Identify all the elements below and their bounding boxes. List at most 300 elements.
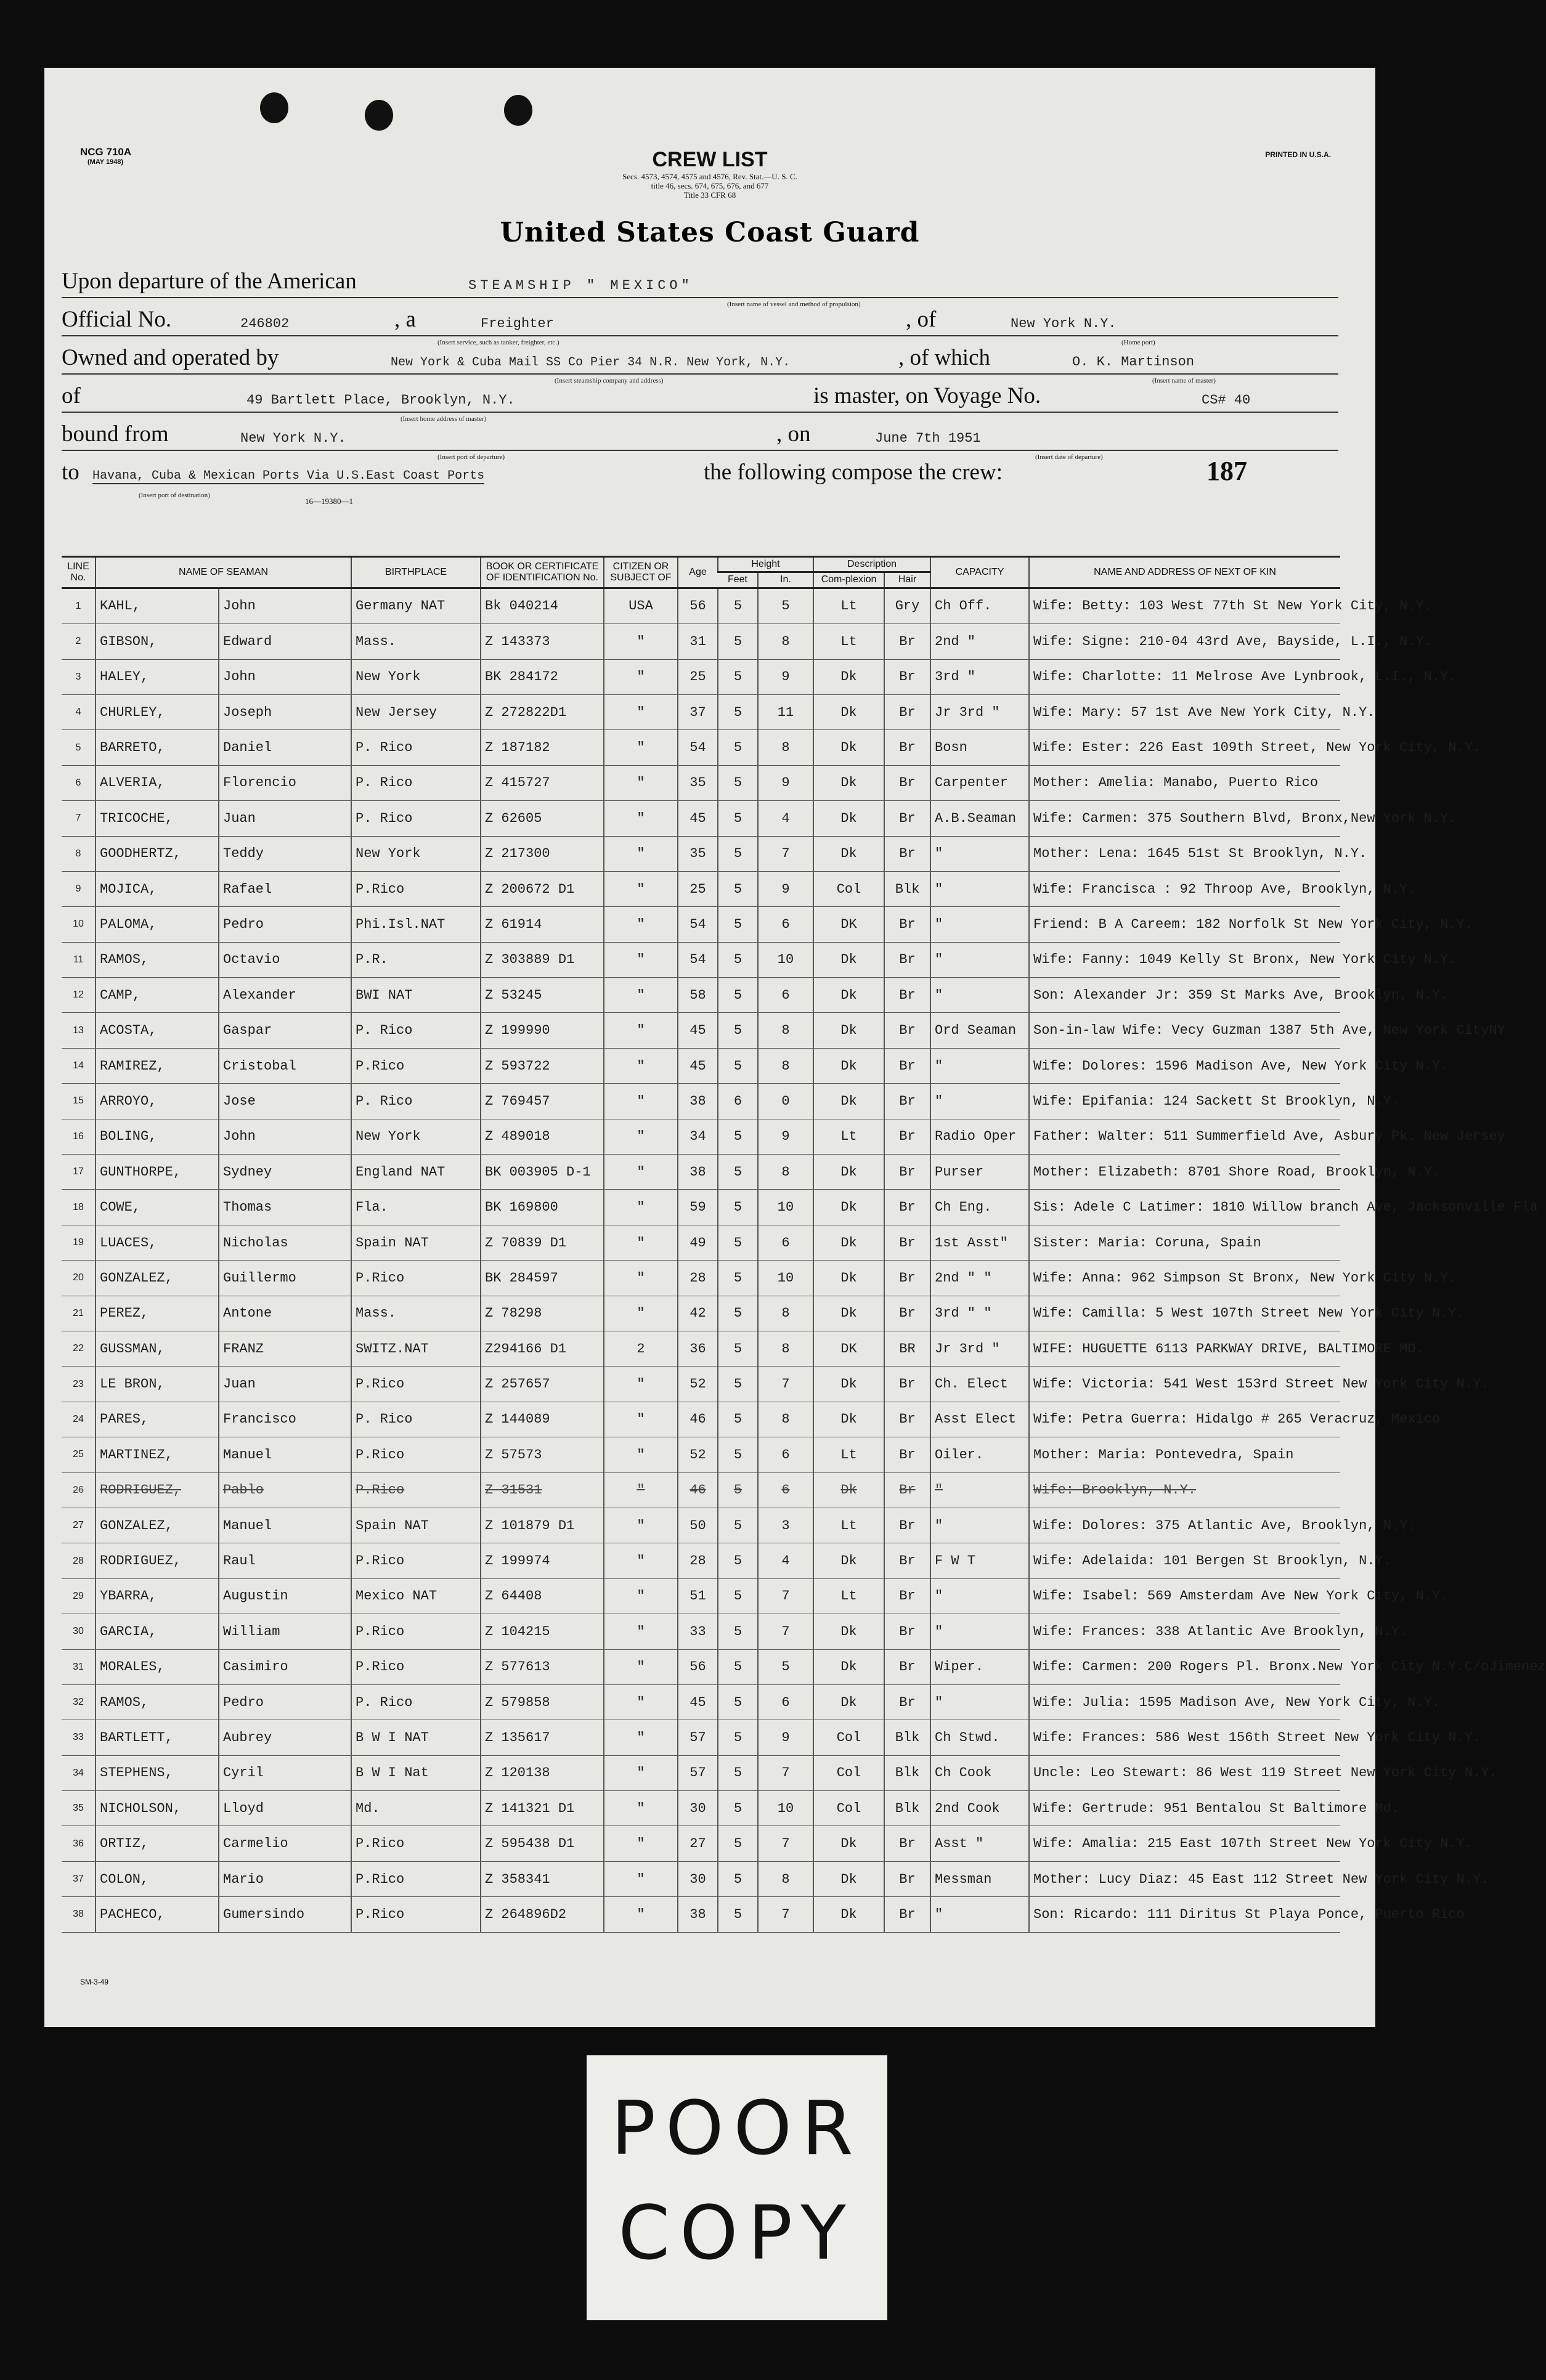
- cell-hair: Br: [884, 1084, 930, 1119]
- cell-citizen: ": [604, 1861, 678, 1896]
- cell-hair: Br: [884, 1402, 930, 1437]
- stamp-line-1: POOR: [611, 2086, 863, 2172]
- cell-last-name: TRICOCHE,: [96, 801, 219, 836]
- cell-capacity: Jr 3rd ": [930, 694, 1029, 729]
- cell-last-name: GUNTHORPE,: [96, 1155, 219, 1190]
- cell-birthplace: New York: [351, 659, 481, 694]
- cell-citizen: USA: [604, 588, 678, 623]
- cell-birthplace: P.Rico: [351, 1861, 481, 1896]
- cell-line-no: 8: [62, 836, 96, 871]
- owner-company: New York & Cuba Mail SS Co Pier 34 N.R. New York, N.Y.: [391, 355, 791, 370]
- cell-next-of-kin: Wife: Betty: 103 West 77th St New York City, N.Y.: [1029, 588, 1340, 623]
- cell-last-name: STEPHENS,: [96, 1755, 219, 1790]
- cell-book-no: Z 78298: [481, 1296, 604, 1331]
- table-row: [62, 1296, 1340, 1331]
- cell-capacity: F W T: [930, 1543, 1029, 1578]
- cell-next-of-kin: Wife: Carmen: 200 Rogers Pl. Bronx.New York City N.Y.C/oJimenez: [1029, 1649, 1340, 1684]
- cell-height-feet: 5: [718, 765, 758, 800]
- cell-height-feet: 5: [718, 836, 758, 871]
- cell-last-name: GONZALEZ,: [96, 1261, 219, 1296]
- cell-height-feet: 5: [718, 1614, 758, 1649]
- cell-birthplace: P. Rico: [351, 765, 481, 800]
- cell-book-no: Z 187182: [481, 730, 604, 765]
- cell-complexion: Dk: [813, 1897, 884, 1932]
- cell-capacity: ": [930, 1897, 1029, 1932]
- poor-copy-stamp: [587, 2055, 887, 2320]
- cell-hair: Br: [884, 1437, 930, 1472]
- cell-age: 34: [678, 1119, 718, 1154]
- cell-next-of-kin: Mother: Lena: 1645 51st St Brooklyn, N.Y.: [1029, 836, 1340, 871]
- cell-last-name: PALOMA,: [96, 907, 219, 942]
- cell-hair: Br: [884, 1296, 930, 1331]
- cell-height-inches: 6: [758, 978, 813, 1013]
- hint-service: (Insert service, such as tanker, freighter, etc.): [437, 339, 559, 346]
- cell-last-name: YBARRA,: [96, 1578, 219, 1614]
- cell-age: 25: [678, 871, 718, 906]
- cell-height-feet: 5: [718, 1472, 758, 1508]
- cell-next-of-kin: Wife: Brooklyn, N.Y.: [1029, 1472, 1340, 1508]
- cell-complexion: Lt: [813, 1119, 884, 1154]
- cell-capacity: ": [930, 1084, 1029, 1119]
- cell-capacity: Messman: [930, 1861, 1029, 1896]
- table-row: [62, 1649, 1340, 1684]
- cell-first-name: Joseph: [219, 694, 351, 729]
- cell-hair: Br: [884, 694, 930, 729]
- cell-age: 35: [678, 765, 718, 800]
- cell-citizen: ": [604, 1155, 678, 1190]
- table-row: [62, 1437, 1340, 1472]
- cell-citizen: ": [604, 730, 678, 765]
- cell-next-of-kin: Wife: Fanny: 1049 Kelly St Bronx, New York City N.Y.: [1029, 942, 1340, 977]
- cell-book-no: Z 200672 D1: [481, 871, 604, 906]
- port-of-departure: New York N.Y.: [240, 431, 346, 446]
- cell-age: 52: [678, 1437, 718, 1472]
- cell-last-name: KAHL,: [96, 588, 219, 623]
- cell-capacity: Jr 3rd ": [930, 1331, 1029, 1366]
- table-row: [62, 1048, 1340, 1083]
- cell-line-no: 23: [62, 1367, 96, 1402]
- cell-citizen: ": [604, 1755, 678, 1790]
- cell-age: 45: [678, 801, 718, 836]
- cell-next-of-kin: Wife: Ester: 226 East 109th Street, New York City, N.Y.: [1029, 730, 1340, 765]
- label-of-2: of: [62, 383, 81, 408]
- cell-next-of-kin: Wife: Julia: 1595 Madison Ave, New York City, N.Y.: [1029, 1684, 1340, 1720]
- official-number: 246802: [240, 316, 290, 331]
- col-complexion: Com-plexion: [813, 572, 884, 588]
- cell-height-inches: 6: [758, 1684, 813, 1720]
- cell-book-no: Z 303889 D1: [481, 942, 604, 977]
- cell-last-name: PARES,: [96, 1402, 219, 1437]
- cell-age: 35: [678, 836, 718, 871]
- table-row: [62, 1225, 1340, 1260]
- cell-next-of-kin: Mother: Amelia: Manabo, Puerto Rico: [1029, 765, 1340, 800]
- cell-next-of-kin: Son: Alexander Jr: 359 St Marks Ave, Brooklyn, N.Y.: [1029, 978, 1340, 1013]
- cell-next-of-kin: Wife: Petra Guerra: Hidalgo # 265 Veracruz, Mexico: [1029, 1402, 1340, 1437]
- cell-hair: Blk: [884, 1720, 930, 1755]
- cell-birthplace: Md.: [351, 1791, 481, 1826]
- cell-line-no: 1: [62, 588, 96, 623]
- table-row: [62, 1755, 1340, 1790]
- table-row: [62, 1261, 1340, 1296]
- cell-book-no: Z 70839 D1: [481, 1225, 604, 1260]
- cell-line-no: 3: [62, 659, 96, 694]
- cell-age: 30: [678, 1861, 718, 1896]
- cell-citizen: ": [604, 978, 678, 1013]
- cell-age: 38: [678, 1084, 718, 1119]
- cell-capacity: Asst ": [930, 1826, 1029, 1861]
- cell-complexion: Col: [813, 1755, 884, 1790]
- cell-height-feet: 5: [718, 1296, 758, 1331]
- cell-line-no: 17: [62, 1155, 96, 1190]
- cell-birthplace: P.Rico: [351, 1826, 481, 1861]
- cell-citizen: ": [604, 1084, 678, 1119]
- cell-height-inches: 9: [758, 1720, 813, 1755]
- cell-complexion: Dk: [813, 1826, 884, 1861]
- cell-line-no: 26: [62, 1472, 96, 1508]
- cell-book-no: Z 101879 D1: [481, 1508, 604, 1543]
- cell-first-name: Alexander: [219, 978, 351, 1013]
- cell-last-name: BOLING,: [96, 1119, 219, 1154]
- cell-hair: Br: [884, 1119, 930, 1154]
- table-row: [62, 765, 1340, 800]
- cell-line-no: 28: [62, 1543, 96, 1578]
- cell-citizen: ": [604, 1684, 678, 1720]
- cell-complexion: Lt: [813, 1508, 884, 1543]
- cell-line-no: 7: [62, 801, 96, 836]
- cell-last-name: RAMIREZ,: [96, 1048, 219, 1083]
- cell-complexion: Lt: [813, 588, 884, 623]
- cell-complexion: Lt: [813, 1437, 884, 1472]
- cell-capacity: ": [930, 1048, 1029, 1083]
- cell-citizen: ": [604, 1472, 678, 1508]
- cell-citizen: ": [604, 1791, 678, 1826]
- cell-next-of-kin: Wife: Anna: 962 Simpson St Bronx, New York City N.Y.: [1029, 1261, 1340, 1296]
- cell-birthplace: P. Rico: [351, 730, 481, 765]
- cell-citizen: ": [604, 1296, 678, 1331]
- cell-height-inches: 10: [758, 1791, 813, 1826]
- cell-line-no: 33: [62, 1720, 96, 1755]
- form-title: CREW LIST: [652, 148, 768, 171]
- cell-first-name: Teddy: [219, 836, 351, 871]
- cell-height-inches: 9: [758, 871, 813, 906]
- cell-line-no: 2: [62, 624, 96, 659]
- cell-book-no: BK 284172: [481, 659, 604, 694]
- cell-hair: Br: [884, 1897, 930, 1932]
- cell-next-of-kin: Father: Walter: 511 Summerfield Ave, Asbury Pk. New Jersey: [1029, 1119, 1340, 1154]
- cell-book-no: Z 264896D2: [481, 1897, 604, 1932]
- cell-age: 54: [678, 942, 718, 977]
- cell-height-feet: 5: [718, 1578, 758, 1614]
- cell-hair: Br: [884, 1614, 930, 1649]
- cell-birthplace: Spain NAT: [351, 1225, 481, 1260]
- table-row: [62, 1331, 1340, 1366]
- table-row: [62, 907, 1340, 942]
- cell-height-inches: 6: [758, 907, 813, 942]
- cell-book-no: BK 003905 D-1: [481, 1155, 604, 1190]
- form-number: NCG 710A (MAY 1948): [80, 146, 132, 166]
- cell-last-name: RODRIGUEZ,: [96, 1472, 219, 1508]
- cell-next-of-kin: Wife: Amalia: 215 East 107th Street New York City N.Y.: [1029, 1826, 1340, 1861]
- cell-last-name: CHURLEY,: [96, 694, 219, 729]
- label-owned: Owned and operated by: [62, 345, 279, 370]
- cell-first-name: Guillermo: [219, 1261, 351, 1296]
- cell-first-name: John: [219, 659, 351, 694]
- cell-citizen: ": [604, 1367, 678, 1402]
- cell-height-feet: 5: [718, 1861, 758, 1896]
- table-row: [62, 1155, 1340, 1190]
- cell-book-no: Z 135617: [481, 1720, 604, 1755]
- cell-hair: Br: [884, 1861, 930, 1896]
- cell-complexion: Dk: [813, 1367, 884, 1402]
- cell-hair: Br: [884, 1225, 930, 1260]
- cell-complexion: Dk: [813, 1013, 884, 1048]
- cell-height-feet: 5: [718, 1013, 758, 1048]
- label-official-no: Official No.: [62, 307, 172, 332]
- cell-complexion: Dk: [813, 942, 884, 977]
- cell-capacity: ": [930, 942, 1029, 977]
- cell-height-feet: 5: [718, 1367, 758, 1402]
- cell-hair: Br: [884, 1155, 930, 1190]
- cell-first-name: John: [219, 588, 351, 623]
- cell-capacity: ": [930, 978, 1029, 1013]
- cell-first-name: Daniel: [219, 730, 351, 765]
- cell-age: 45: [678, 1048, 718, 1083]
- cell-height-feet: 5: [718, 1543, 758, 1578]
- cell-hair: BR: [884, 1331, 930, 1366]
- cell-first-name: Lloyd: [219, 1791, 351, 1826]
- cell-hair: Blk: [884, 1755, 930, 1790]
- cell-hair: Br: [884, 1684, 930, 1720]
- cell-birthplace: P.R.: [351, 942, 481, 977]
- cell-height-inches: 8: [758, 624, 813, 659]
- cell-citizen: ": [604, 1649, 678, 1684]
- cell-citizen: ": [604, 1826, 678, 1861]
- cell-hair: Br: [884, 942, 930, 977]
- crew-list-form: [44, 68, 1546, 2027]
- table-row: [62, 942, 1340, 977]
- cell-line-no: 18: [62, 1190, 96, 1225]
- crew-rows: [62, 588, 1546, 1932]
- cell-birthplace: P. Rico: [351, 1684, 481, 1720]
- cell-capacity: 3rd " ": [930, 1296, 1029, 1331]
- cell-first-name: Edward: [219, 624, 351, 659]
- cell-height-inches: 5: [758, 1649, 813, 1684]
- cell-book-no: Z 217300: [481, 836, 604, 871]
- cell-birthplace: P.Rico: [351, 1649, 481, 1684]
- cell-height-inches: 4: [758, 801, 813, 836]
- cell-citizen: ": [604, 1437, 678, 1472]
- cell-capacity: Bosn: [930, 730, 1029, 765]
- cell-line-no: 29: [62, 1578, 96, 1614]
- cell-next-of-kin: Wife: Adelaida: 101 Bergen St Brooklyn, N.Y.: [1029, 1543, 1340, 1578]
- cell-first-name: William: [219, 1614, 351, 1649]
- cell-last-name: MARTINEZ,: [96, 1437, 219, 1472]
- cell-citizen: ": [604, 801, 678, 836]
- cell-line-no: 32: [62, 1684, 96, 1720]
- cell-last-name: ACOSTA,: [96, 1013, 219, 1048]
- cell-hair: Br: [884, 801, 930, 836]
- cell-first-name: Sydney: [219, 1155, 351, 1190]
- cell-birthplace: Spain NAT: [351, 1508, 481, 1543]
- cell-first-name: Manuel: [219, 1508, 351, 1543]
- cell-first-name: Octavio: [219, 942, 351, 977]
- label-on: , on: [776, 421, 811, 447]
- cell-next-of-kin: Uncle: Leo Stewart: 86 West 119 Street New York City N.Y.: [1029, 1755, 1340, 1790]
- cell-height-inches: 8: [758, 1013, 813, 1048]
- table-row: [62, 588, 1340, 623]
- cell-next-of-kin: Wife: Frances: 586 West 156th Street New York City N.Y.: [1029, 1720, 1340, 1755]
- cell-last-name: ORTIZ,: [96, 1826, 219, 1861]
- cell-line-no: 30: [62, 1614, 96, 1649]
- cell-age: 49: [678, 1225, 718, 1260]
- cell-age: 56: [678, 588, 718, 623]
- cell-height-inches: 10: [758, 942, 813, 977]
- cell-age: 54: [678, 907, 718, 942]
- cell-book-no: Z 104215: [481, 1614, 604, 1649]
- cell-citizen: ": [604, 942, 678, 977]
- cell-capacity: Oiler.: [930, 1437, 1029, 1472]
- hint-company: (Insert steamship company and address): [555, 377, 664, 384]
- cell-line-no: 34: [62, 1755, 96, 1790]
- cell-book-no: BK 284597: [481, 1261, 604, 1296]
- cell-last-name: RODRIGUEZ,: [96, 1543, 219, 1578]
- cell-next-of-kin: Sis: Adele C Latimer: 1810 Willow branch Ave, Jacksonville Fla: [1029, 1190, 1340, 1225]
- cell-age: 33: [678, 1614, 718, 1649]
- table-row: [62, 1013, 1340, 1048]
- cell-first-name: Pedro: [219, 1684, 351, 1720]
- table-row: [62, 1578, 1340, 1614]
- cell-first-name: Antone: [219, 1296, 351, 1331]
- col-citizen: CITIZEN OR SUBJECT OF: [604, 557, 678, 588]
- cell-line-no: 4: [62, 694, 96, 729]
- cell-height-inches: 9: [758, 765, 813, 800]
- cell-height-feet: 5: [718, 1225, 758, 1260]
- cell-citizen: ": [604, 1543, 678, 1578]
- label-departure: Upon departure of the American: [62, 269, 357, 294]
- cell-hair: Br: [884, 1543, 930, 1578]
- col-feet: Feet: [718, 572, 758, 588]
- cell-height-feet: 6: [718, 1084, 758, 1119]
- cell-age: 28: [678, 1543, 718, 1578]
- gpo-reference: 16—19380—1: [305, 497, 353, 506]
- table-row: [62, 836, 1340, 871]
- cell-birthplace: P.Rico: [351, 1614, 481, 1649]
- cell-last-name: MOJICA,: [96, 871, 219, 906]
- cell-first-name: Cyril: [219, 1755, 351, 1790]
- cell-birthplace: Mass.: [351, 624, 481, 659]
- cell-capacity: ": [930, 871, 1029, 906]
- cell-height-feet: 5: [718, 1155, 758, 1190]
- cell-citizen: ": [604, 1261, 678, 1296]
- cell-complexion: Dk: [813, 765, 884, 800]
- table-row: [62, 1614, 1340, 1649]
- cell-next-of-kin: Wife: Camilla: 5 West 107th Street New York City N.Y.: [1029, 1296, 1340, 1331]
- cell-height-inches: 8: [758, 1861, 813, 1896]
- cell-book-no: Z 358341: [481, 1861, 604, 1896]
- cell-citizen: ": [604, 1578, 678, 1614]
- cell-line-no: 27: [62, 1508, 96, 1543]
- cell-capacity: 2nd Cook: [930, 1791, 1029, 1826]
- cell-birthplace: P.Rico: [351, 871, 481, 906]
- cell-birthplace: England NAT: [351, 1155, 481, 1190]
- table-row: [62, 1367, 1340, 1402]
- cell-capacity: ": [930, 1578, 1029, 1614]
- cell-height-feet: 5: [718, 624, 758, 659]
- cell-height-inches: 7: [758, 836, 813, 871]
- cell-hair: Br: [884, 1048, 930, 1083]
- cell-line-no: 19: [62, 1225, 96, 1260]
- cell-hair: Br: [884, 730, 930, 765]
- cell-line-no: 21: [62, 1296, 96, 1331]
- cell-last-name: ARROYO,: [96, 1084, 219, 1119]
- cell-book-no: Z 31531: [481, 1472, 604, 1508]
- cell-hair: Blk: [884, 1791, 930, 1826]
- label-master: is master, on Voyage No.: [813, 383, 1041, 408]
- cell-first-name: Thomas: [219, 1190, 351, 1225]
- table-row: [62, 1084, 1340, 1119]
- cell-last-name: GONZALEZ,: [96, 1508, 219, 1543]
- form-footer-code: SM-3-49: [80, 1978, 109, 1986]
- cell-hair: Br: [884, 1261, 930, 1296]
- cell-next-of-kin: Wife: Gertrude: 951 Bentalou St Baltimore Md.: [1029, 1791, 1340, 1826]
- col-line-no: LINE No.: [62, 557, 96, 588]
- cell-last-name: PEREZ,: [96, 1296, 219, 1331]
- cell-book-no: Z 257657: [481, 1367, 604, 1402]
- cell-book-no: Z 61914: [481, 907, 604, 942]
- hint-date-departure: (Insert date of departure): [1035, 453, 1103, 461]
- cell-birthplace: Germany NAT: [351, 588, 481, 623]
- cell-age: 38: [678, 1897, 718, 1932]
- cell-complexion: Dk: [813, 694, 884, 729]
- label-bound-from: bound from: [62, 421, 169, 447]
- cell-line-no: 10: [62, 907, 96, 942]
- cell-citizen: ": [604, 1402, 678, 1437]
- cell-capacity: 2nd " ": [930, 1261, 1029, 1296]
- col-birthplace: BIRTHPLACE: [351, 557, 481, 588]
- cell-last-name: BARRETO,: [96, 730, 219, 765]
- cell-book-no: Z 64408: [481, 1578, 604, 1614]
- cell-height-feet: 5: [718, 1437, 758, 1472]
- cell-complexion: Dk: [813, 1402, 884, 1437]
- cell-complexion: Dk: [813, 1261, 884, 1296]
- cell-book-no: Z 53245: [481, 978, 604, 1013]
- cell-height-feet: 5: [718, 588, 758, 623]
- cell-height-feet: 5: [718, 1119, 758, 1154]
- table-row: [62, 659, 1340, 694]
- cell-complexion: Dk: [813, 1190, 884, 1225]
- cell-birthplace: Fla.: [351, 1190, 481, 1225]
- cell-citizen: ": [604, 659, 678, 694]
- cell-next-of-kin: Wife: Francisca : 92 Throop Ave, Brooklyn, N.Y.: [1029, 871, 1340, 906]
- cell-height-feet: 5: [718, 801, 758, 836]
- cell-birthplace: Mexico NAT: [351, 1578, 481, 1614]
- cell-age: 27: [678, 1826, 718, 1861]
- cell-height-feet: 5: [718, 730, 758, 765]
- cell-capacity: 1st Asst": [930, 1225, 1029, 1260]
- cell-capacity: A.B.Seaman: [930, 801, 1029, 836]
- hint-port-destination: (Insert port of destination): [139, 492, 210, 499]
- col-next-of-kin: NAME AND ADDRESS OF NEXT OF KIN: [1029, 557, 1340, 588]
- cell-first-name: Cristobal: [219, 1048, 351, 1083]
- cell-complexion: Dk: [813, 1684, 884, 1720]
- cell-hair: Gry: [884, 588, 930, 623]
- cell-complexion: Dk: [813, 836, 884, 871]
- cell-complexion: Dk: [813, 659, 884, 694]
- cell-birthplace: SWITZ.NAT: [351, 1331, 481, 1366]
- cell-height-inches: 7: [758, 1826, 813, 1861]
- cell-last-name: COWE,: [96, 1190, 219, 1225]
- cell-height-inches: 6: [758, 1437, 813, 1472]
